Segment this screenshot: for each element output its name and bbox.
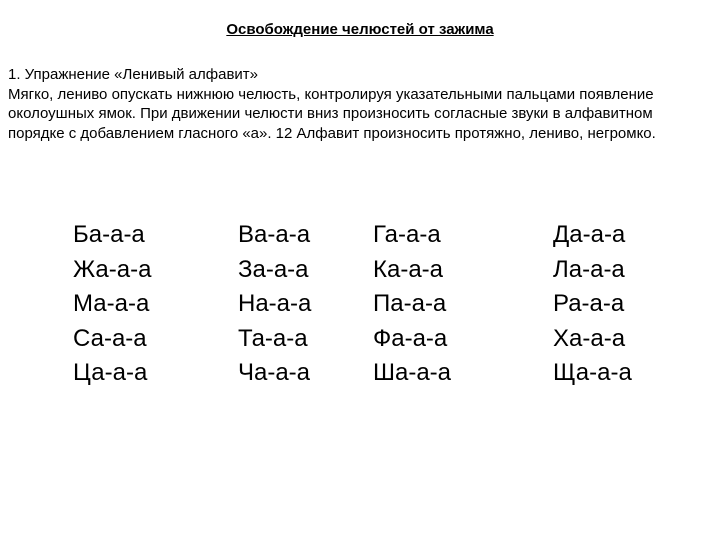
- syllable-item: За-а-а: [238, 255, 309, 283]
- syllable-item: Па-а-а: [373, 290, 447, 317]
- syllable-item: Да-а-а: [553, 221, 626, 248]
- syllable-column: [373, 218, 451, 391]
- exercise-section: [8, 65, 708, 143]
- syllable-item: Та-а-а: [238, 324, 308, 352]
- syllable-item: Ка-а-а: [373, 255, 444, 283]
- syllable-item: Ща-а-а: [553, 359, 632, 386]
- syllable-item: Ча-а-а: [238, 359, 311, 386]
- syllable-item: Ра-а-а: [553, 290, 625, 317]
- syllable-item: Ца-а-а: [73, 359, 148, 386]
- page-title: Освобождение челюстей от зажима: [226, 21, 494, 38]
- syllable-item: Ша-а-а: [373, 359, 452, 386]
- syllable-item: Жа-а-а: [73, 255, 152, 283]
- syllable-item: На-а-а: [238, 290, 312, 317]
- syllable-item: Са-а-а: [73, 324, 147, 352]
- syllables-grid: [0, 218, 720, 388]
- syllable-item: Ба-а-а: [73, 221, 145, 248]
- syllable-item: Ва-а-а: [238, 221, 311, 248]
- syllable-column: [238, 218, 311, 391]
- syllable-item: Ма-а-а: [73, 290, 150, 317]
- syllable-column: [553, 218, 632, 391]
- exercise-heading: 1. Упражнение «Ленивый алфавит»: [8, 66, 258, 83]
- syllable-item: Ха-а-а: [553, 324, 626, 352]
- syllable-item: Ла-а-а: [553, 255, 625, 283]
- instruction-paragraph: Мягко, лениво опускать нижнюю челюсть, контролируя указательными пальцами появление околоушных ямок. При движении челюсти вниз произносить согласные звуки в алфавитном порядке с добавлением гласного «а». 12 Алфавит произносить протяжно, лениво, негромко.: [8, 85, 656, 142]
- syllable-column: [73, 218, 151, 391]
- syllable-item: Фа-а-а: [373, 324, 448, 352]
- syllable-item: Га-а-а: [373, 221, 441, 248]
